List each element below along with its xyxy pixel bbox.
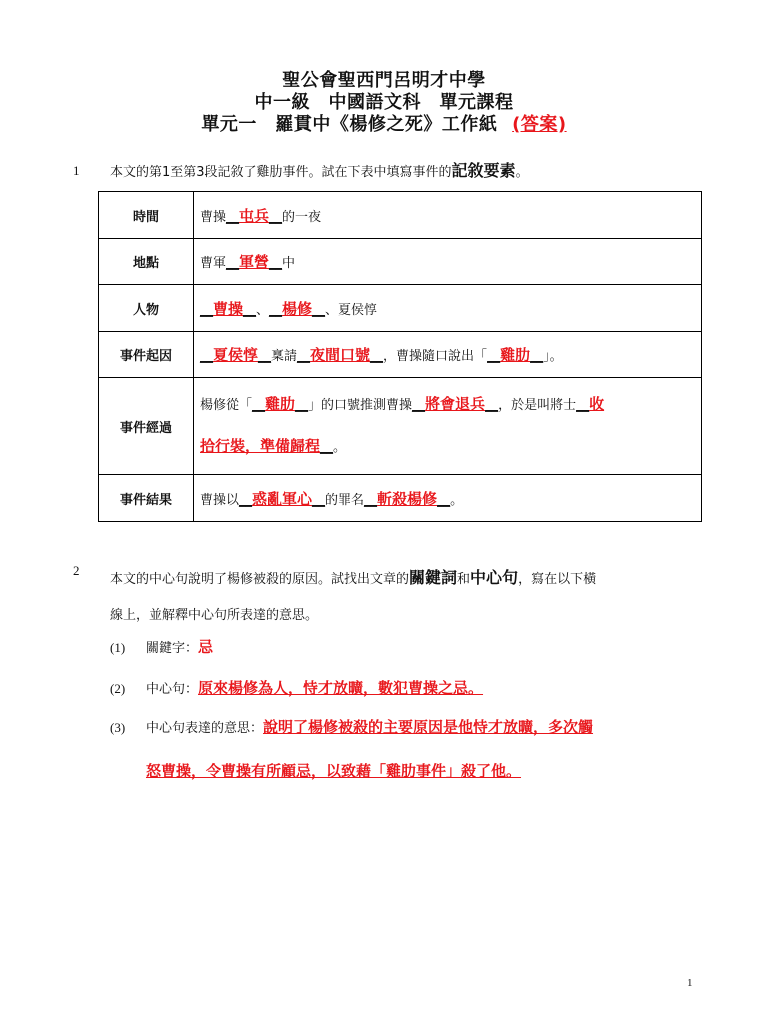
text: 」的口號推測曹操 bbox=[308, 398, 413, 413]
text: 、夏侯惇 bbox=[325, 302, 378, 318]
table-row bbox=[99, 378, 702, 475]
text: 曹軍 bbox=[200, 256, 227, 271]
text: 。 bbox=[333, 440, 347, 455]
question-2-number: 2 bbox=[73, 563, 80, 578]
text: 曹操以 bbox=[200, 492, 240, 508]
item-label: 關鍵字： bbox=[146, 641, 199, 656]
text: ，於是叫將士 bbox=[498, 398, 577, 413]
table-row bbox=[99, 192, 702, 239]
row-label: 事件經過 bbox=[99, 378, 194, 475]
table-row bbox=[99, 239, 702, 285]
item-answer-cont: 怒曹操，令曹操有所顧忌，以致藉「雞肋事件」殺了他。 bbox=[146, 762, 522, 780]
row-content: 曹操以__惑亂軍心__的罪名__斬殺楊修__。 bbox=[194, 475, 702, 522]
row-content: 楊修從「__雞肋__」的口號推測曹操__將會退兵__，於是叫將士__收 拾行裝，準備歸程__。 bbox=[194, 378, 702, 475]
answer-fill: 拾行裝，準備歸程 bbox=[200, 437, 321, 455]
worksheet-header bbox=[0, 70, 768, 136]
row-content: 曹操__屯兵__的一夜 bbox=[194, 192, 702, 239]
answer-fill: 楊修 bbox=[282, 299, 313, 318]
row-label: 事件結果 bbox=[99, 475, 194, 522]
text: 稟請 bbox=[271, 349, 298, 364]
item-answer: 原來楊修為人，恃才放曠，數犯曹操之忌。 bbox=[198, 679, 484, 697]
answer-fill: 雞肋 bbox=[500, 346, 531, 364]
item-label: 中心句： bbox=[146, 682, 199, 697]
question-2-text bbox=[110, 560, 710, 634]
text: 的罪名 bbox=[325, 492, 365, 508]
answer-fill: 雞肋 bbox=[265, 395, 296, 413]
row-label: 事件起因 bbox=[99, 332, 194, 378]
answer-fill: 屯兵 bbox=[239, 206, 270, 225]
item-label: 中心句表達的意思： bbox=[146, 721, 264, 736]
q2-item-3-cont bbox=[146, 760, 521, 781]
text: ，曹操隨口說出「 bbox=[383, 349, 488, 364]
worksheet-title bbox=[0, 114, 768, 136]
course-line: 中一級 中國語文科 單元課程 bbox=[254, 92, 514, 113]
question-1-text bbox=[110, 162, 529, 182]
table-row bbox=[99, 332, 702, 378]
text: 中 bbox=[282, 256, 296, 271]
text: 」。 bbox=[543, 349, 563, 364]
answer-fill: 夏侯惇 bbox=[213, 346, 259, 364]
q2-mid: 和 bbox=[457, 572, 471, 587]
events-table bbox=[98, 191, 702, 522]
q2-item-3 bbox=[110, 716, 593, 737]
item-number: (2) bbox=[110, 681, 126, 696]
q1-prompt: 本文的第1至第3段記敘了雞肋事件。試在下表中填寫事件的 bbox=[110, 165, 452, 180]
answer-fill: 斬殺楊修 bbox=[377, 489, 438, 508]
page-number: 1 bbox=[687, 977, 693, 989]
answer-tag: (答案) bbox=[512, 114, 567, 135]
text: 楊修從「 bbox=[200, 398, 253, 413]
q2-prompt-cont: ，寫在以下橫 bbox=[518, 572, 597, 587]
item-number: (1) bbox=[110, 640, 126, 655]
text: 、 bbox=[256, 302, 270, 318]
item-answer: 說明了楊修被殺的主要原因是他恃才放曠，多次觸 bbox=[263, 718, 594, 736]
q2-prompt: 本文的中心句說明了楊修被殺的原因。試找出文章的 bbox=[110, 572, 410, 587]
text: 。 bbox=[450, 492, 464, 508]
answer-fill: 收 bbox=[589, 395, 605, 413]
q1-end: 。 bbox=[515, 165, 529, 180]
q2-prompt-line2: 線上，並解釋中心句所表達的意思。 bbox=[110, 608, 319, 623]
school-name: 聖公會聖西門呂明才中學 bbox=[282, 70, 486, 91]
question-1-number: 1 bbox=[73, 163, 80, 178]
item-number: (3) bbox=[110, 720, 126, 735]
q2-emphasis-keyword: 關鍵詞 bbox=[409, 568, 458, 587]
row-content: __曹操__、__楊修__、夏侯惇 bbox=[194, 285, 702, 332]
row-content: __夏侯惇__稟請__夜間口號__，曹操隨口說出「__雞肋__」。 bbox=[194, 332, 702, 378]
answer-fill: 將會退兵 bbox=[425, 395, 486, 413]
row-label: 人物 bbox=[99, 285, 194, 332]
q2-item-1 bbox=[110, 636, 213, 657]
q2-item-2 bbox=[110, 677, 483, 698]
q2-emphasis-sentence: 中心句 bbox=[470, 568, 519, 587]
answer-fill: 軍營 bbox=[239, 253, 270, 271]
answer-fill: 惑亂軍心 bbox=[252, 489, 313, 508]
row-label: 時間 bbox=[99, 192, 194, 239]
answer-fill: 夜間口號 bbox=[310, 346, 371, 364]
item-answer: 忌 bbox=[198, 638, 214, 656]
row-content: 曹軍__軍營__中 bbox=[194, 239, 702, 285]
title-text: 單元一 羅貫中《楊修之死》工作紙 bbox=[201, 114, 498, 135]
table-row bbox=[99, 285, 702, 332]
q1-emphasis: 記敘要素 bbox=[451, 161, 516, 180]
text: 的一夜 bbox=[282, 209, 322, 225]
table-row bbox=[99, 475, 702, 522]
answer-fill: 曹操 bbox=[213, 299, 244, 318]
text: 曹操 bbox=[200, 209, 227, 225]
row-label: 地點 bbox=[99, 239, 194, 285]
